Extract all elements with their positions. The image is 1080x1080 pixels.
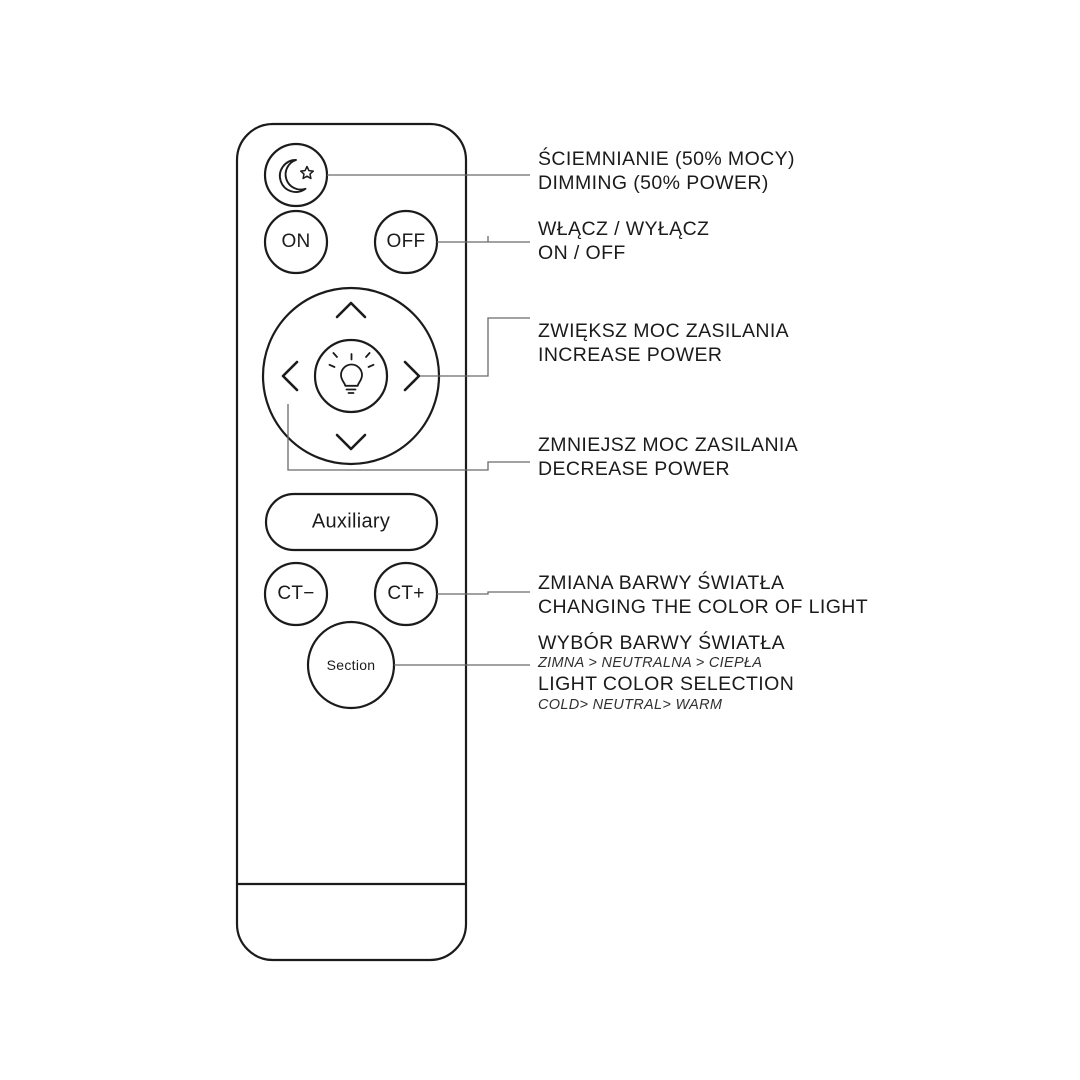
callout-dimming-pl: ŚCIEMNIANIE (50% MOCY) bbox=[538, 148, 795, 170]
callout-color-selection-pl: WYBÓR BARWY ŚWIATŁA bbox=[538, 632, 786, 654]
callout-color-selection-en: LIGHT COLOR SELECTION bbox=[538, 673, 795, 695]
ct-minus-button-label[interactable]: CT− bbox=[277, 583, 315, 604]
callout-decrease-power-en: DECREASE POWER bbox=[538, 458, 730, 480]
leader-color-change bbox=[437, 592, 530, 594]
callout-increase-power-en: INCREASE POWER bbox=[538, 344, 723, 366]
section-button-label[interactable]: Section bbox=[326, 657, 376, 673]
center-button bbox=[315, 340, 387, 412]
dimming-button bbox=[265, 144, 327, 206]
on-button-label[interactable]: ON bbox=[281, 231, 311, 252]
dpad-ring bbox=[263, 288, 439, 464]
callout-color-change-pl: ZMIANA BARWY ŚWIATŁA bbox=[538, 572, 785, 594]
leader-on-off bbox=[437, 236, 530, 242]
callout-increase-power-pl: ZWIĘKSZ MOC ZASILANIA bbox=[538, 320, 790, 342]
callout-color-change-en: CHANGING THE COLOR OF LIGHT bbox=[538, 596, 869, 618]
chevron-left-icon bbox=[283, 362, 297, 390]
callout-on-off-pl: WŁĄCZ / WYŁĄCZ bbox=[538, 218, 710, 240]
auxiliary-button-label[interactable]: Auxiliary bbox=[311, 510, 391, 533]
lightbulb-icon bbox=[330, 353, 374, 393]
ct-plus-button-label[interactable]: CT+ bbox=[387, 583, 425, 604]
leader-increase-power bbox=[420, 318, 530, 376]
off-button-label[interactable]: OFF bbox=[386, 231, 426, 252]
callout-color-selection-en-sub: COLD> NEUTRAL> WARM bbox=[538, 697, 723, 713]
callout-dimming-en: DIMMING (50% POWER) bbox=[538, 172, 769, 194]
callout-on-off-en: ON / OFF bbox=[538, 242, 626, 264]
chevron-down-icon bbox=[337, 435, 365, 449]
chevron-up-icon bbox=[337, 303, 365, 317]
callout-decrease-power-pl: ZMNIEJSZ MOC ZASILANIA bbox=[538, 434, 799, 456]
remote-body bbox=[237, 124, 466, 960]
callout-color-selection-pl-sub: ZIMNA > NEUTRALNA > CIEPŁA bbox=[538, 655, 763, 671]
chevron-right-icon bbox=[405, 362, 419, 390]
moon-star-icon bbox=[280, 160, 313, 192]
